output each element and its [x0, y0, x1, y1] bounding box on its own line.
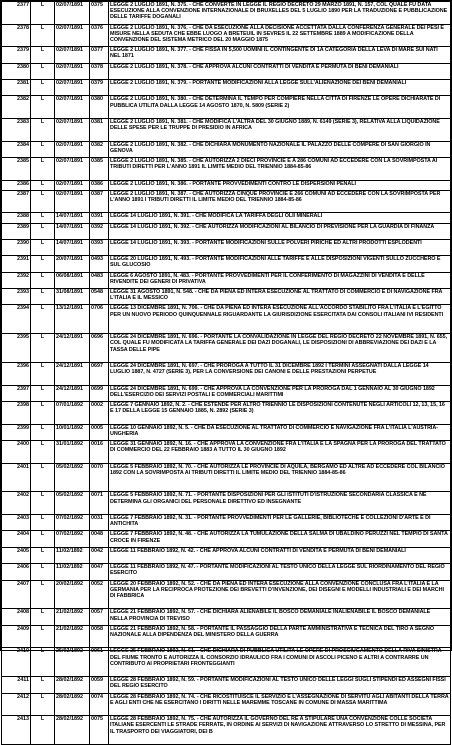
record-page: 0378 [90, 63, 109, 79]
record-type: L [31, 492, 55, 515]
description-text: LEGGE 14 LUGLIO 1891, N. 391. - CHE MODIFICA LA TARIFFA DEGLI OLII MINERALI [110, 213, 323, 220]
record-description [109, 385, 451, 401]
record-description [109, 402, 451, 425]
record-type: L [31, 363, 55, 386]
record-page: 0042 [90, 547, 109, 563]
description-text: LEGGE 24 DICEMBRE 1891, N. 697. - CHE PROROGA A TUTTO IL 31 DICEMBRE 1892 I TERMINI ASSEGNATI DALLA LEGGE 14 LUGLIO 1887, N. 4727 (SERIE 3), PER LA CONVERSIONE DEI CANONI E DELLE PRESTAZIONI PERPETUE [110, 363, 429, 376]
record-description [109, 441, 451, 464]
record-description [109, 716, 451, 745]
record-description [109, 334, 451, 363]
record-description [109, 272, 451, 288]
record-type: L [31, 118, 55, 141]
record-page: 0048 [90, 531, 109, 547]
table-row [2, 223, 451, 239]
record-page: 0391 [90, 213, 109, 223]
record-type: L [31, 716, 55, 745]
record-type: L [31, 463, 55, 492]
record-type: L [31, 677, 55, 693]
record-page: 0697 [90, 363, 109, 386]
table-row [2, 625, 451, 648]
record-page: 0706 [90, 305, 109, 334]
record-description [109, 424, 451, 440]
record-type: L [31, 47, 55, 63]
record-number: 2401 [2, 463, 31, 492]
record-type: L [31, 96, 55, 119]
record-type: L [31, 385, 55, 401]
record-date: 21/02/1892 [55, 625, 90, 648]
table-row [2, 213, 451, 223]
record-page: 0382 [90, 141, 109, 157]
record-description [109, 2, 451, 25]
record-page: 0376 [90, 24, 109, 47]
record-description [109, 141, 451, 157]
record-type: L [31, 190, 55, 213]
record-date: 02/07/1891 [55, 118, 90, 141]
table-row [2, 580, 451, 609]
record-description [109, 648, 451, 677]
record-description [109, 531, 451, 547]
record-date: 31/01/1892 [55, 441, 90, 464]
record-number: 2388 [2, 213, 31, 223]
record-number: 2394 [2, 305, 31, 334]
record-date: 28/02/1892 [55, 677, 90, 693]
record-date: 02/07/1891 [55, 96, 90, 119]
record-date: 07/02/1892 [55, 515, 90, 531]
record-number: 2377 [2, 2, 31, 25]
record-page: 0057 [90, 609, 109, 625]
record-date: 13/12/1891 [55, 305, 90, 334]
record-type: L [31, 272, 55, 288]
table-row [2, 547, 451, 563]
description-text: LEGGE 24 DICEMBRE 1891, N. 699. - CHE APPROVA LA CONVENZIONE PER LA PROROGA DAL 1 GENNAIO AL 30 GIUGNO 1892 DELL'ESERCIZIO DEI SERVIZI POSTALI E COMMERCIALI MARITTIMI [110, 385, 435, 398]
record-description [109, 239, 451, 255]
record-type: L [31, 334, 55, 363]
record-type: L [31, 531, 55, 547]
record-page: 0377 [90, 47, 109, 63]
description-text: LEGGE 2 LUGLIO 1891, N. 381. - CHE MODIFICA L'ALTRA DEL 30 GIUGNO 1889, N. 6149 (SERIE 3), RELATIVA ALLA LIQUIDAZIONE DELLE SPESE PER LE TRUPPE DI PRESIDIO IN AFRICA [110, 118, 440, 132]
table-row [2, 677, 451, 693]
record-page: 0047 [90, 564, 109, 580]
record-date: 14/07/1891 [55, 213, 90, 223]
record-type: L [31, 693, 55, 716]
record-description [109, 564, 451, 580]
table-row [2, 363, 451, 386]
table-row [2, 716, 451, 745]
record-page: 0031 [90, 515, 109, 531]
description-text: LEGGE 2 LUGLIO 1891, N. 380. - CHE DETERMINA IL TEMPO PER COMPIERE NELLA CITTA DI FIRENZE LE OPERE DICHIARATE DI PUBBLICA UTILITA DALLA LEGGE 14 AGOSTO 1870, N. 5809 (SERIE 2) [110, 96, 441, 109]
table-row [2, 424, 451, 440]
record-description [109, 190, 451, 213]
record-number: 2402 [2, 492, 31, 515]
table-row [2, 402, 451, 425]
record-description [109, 79, 451, 95]
table-row [2, 63, 451, 79]
description-text: LEGGE 28 FEBBRAIO 1892, N. 74. - CHE RICOSTITUISCE IL SERVIZIO E L'ASSEGNAZIONE DI SERVITU AGLI ABITANTI DELLA TERRA E AGLI ENTI CHE NE ESERCITANO I DIRITTI NELLE MAREMME TOSCANE IN COMUNE DI MASSA MARITTIMA [110, 693, 449, 706]
record-type: L [31, 63, 55, 79]
record-date: 02/07/1891 [55, 2, 90, 25]
record-date: 24/12/1891 [55, 385, 90, 401]
record-type: L [31, 441, 55, 464]
record-date: 07/01/1892 [55, 402, 90, 425]
record-page: 0386 [90, 180, 109, 190]
record-date: 02/07/1891 [55, 63, 90, 79]
record-date: 24/12/1891 [55, 363, 90, 386]
description-text: LEGGE 7 GENNAIO 1892, N. 2. - CHE ESTENDE PER ALTRO TRIENNIO LE DISPOSIZIONI CONTENUTE NEGLI ARTICOLI 12, 13, 15, 16 E 17 DELLA LEGGE 15 GENNAIO 1885, N. 2892 (SERIE 3) [110, 402, 445, 415]
record-description [109, 463, 451, 492]
table-row [2, 2, 451, 25]
record-number: 2386 [2, 180, 31, 190]
description-text: LEGGE 2 LUGLIO 1891, N. 386. - PORTANTE PROVVEDIMENTI CONTRO LE DISPERSIONI PENALI [110, 180, 356, 187]
record-page: 0005 [90, 424, 109, 440]
table-row [2, 256, 451, 272]
record-date: 28/02/1892 [55, 716, 90, 745]
record-description [109, 515, 451, 531]
record-description [109, 625, 451, 648]
record-date: 06/08/1891 [55, 272, 90, 288]
record-type: L [31, 289, 55, 305]
record-page: 0380 [90, 96, 109, 119]
description-text: LEGGE 24 DICEMBRE 1891, N. 696. - PORTANTE LA CONVALIDAZIONE IN LEGGE DEL REGIO DECRETO 22 NOVEMBRE 1891, N. 655, COL QUALE FU MODIFICATA LA TARIFFA GENERALE DEI DAZI DOGANALI, LE DISPOSIZIONI DI ABBREVIAZIONE DEI DAZI E LA TASSA DELLE PIPE [110, 334, 448, 353]
record-page: 0493 [90, 256, 109, 272]
record-type: L [31, 239, 55, 255]
record-number: 2406 [2, 564, 31, 580]
record-number: 2408 [2, 609, 31, 625]
description-text: LEGGE 2 LUGLIO 1891, N. 376. - CHE DA ESECUZIONE ALLA DECISIONE ACCETTATA DALLA CONFERENZA GENERALE DEI PESI E MISURE NELLA SEDUTA CHE EBBE LUOGO A BRETEUIL IN SEVRES IL 22 SETTEMBRE 1889 A MODIFICAZIONE DELLA CONVENZIONE DEL SISTEMA METRICO DEL 20 MAGGIO 1875 [110, 24, 444, 43]
description-text: LEGGE 28 FEBBRAIO 1892, N. 59. - PORTANTE MODIFICAZIONI AL TESTO UNICO DELLE LEGGI SUGLI STIPENDI ED ASSEGNI FISSI DEL REGIO ESERCITO [110, 677, 446, 690]
record-type: L [31, 648, 55, 677]
record-type: L [31, 547, 55, 563]
description-text: LEGGE 20 FEBBRAIO 1892, N. 52. - CHE DA PIENA ED INTERA ESECUZIONE ALLA CONVENZIONE CONCLUSA FRA L'ITALIA E LA GERMANIA PER LA RECIPROCA PROTEZIONE DEI BREVETTI D'INVENZIONE, DEI DISEGNI E MODELLI INDUSTRIALI E DEI MARCHI DI FABBRICA [110, 580, 444, 599]
record-date: 05/02/1892 [55, 492, 90, 515]
record-date: 02/07/1891 [55, 180, 90, 190]
record-page: 0393 [90, 239, 109, 255]
record-description [109, 256, 451, 272]
record-date: 07/02/1892 [55, 531, 90, 547]
record-number: 2405 [2, 547, 31, 563]
record-number: 2383 [2, 118, 31, 141]
record-description [109, 157, 451, 180]
description-text: LEGGE 25 FEBBRAIO 1892, N. 61. - CHE DICHIARA DI PUBBLICA UTILITA LE OPERE DI PROSCIUGAMENTO DELLA RIVA SINISTRA DEL FIUME TRONTO E AUTORIZZA IL CONSORZIO IDRAULICO FRA I COMUNI DI ASCOLI PICENO E ALTRI A CONTRARRE UN CONTRIBUTO AI PROPRIETARI FRONTEGGIANTI [110, 648, 442, 667]
record-date: 25/02/1892 [55, 648, 90, 677]
record-number: 2384 [2, 141, 31, 157]
record-number: 2411 [2, 677, 31, 693]
record-type: L [31, 213, 55, 223]
table-row [2, 289, 451, 305]
record-type: L [31, 580, 55, 609]
record-date: 24/12/1891 [55, 334, 90, 363]
record-page: 0381 [90, 118, 109, 141]
record-type: L [31, 256, 55, 272]
table-row [2, 515, 451, 531]
record-description [109, 580, 451, 609]
record-page: 0074 [90, 693, 109, 716]
record-page: 0058 [90, 625, 109, 648]
record-number: 2407 [2, 580, 31, 609]
record-date: 14/07/1891 [55, 239, 90, 255]
record-description [109, 677, 451, 693]
table-row [2, 492, 451, 515]
record-page: 0548 [90, 289, 109, 305]
record-date: 10/01/1892 [55, 424, 90, 440]
table-row [2, 157, 451, 180]
table-row [2, 239, 451, 255]
record-page: 0483 [90, 272, 109, 288]
record-type: L [31, 402, 55, 425]
table-row [2, 24, 451, 47]
record-description [109, 118, 451, 141]
record-number: 2397 [2, 385, 31, 401]
record-description [109, 492, 451, 515]
table-row [2, 141, 451, 157]
record-type: L [31, 157, 55, 180]
record-description [109, 223, 451, 239]
table-row [2, 180, 451, 190]
record-type: L [31, 625, 55, 648]
table-row [2, 531, 451, 547]
record-date: 21/02/1892 [55, 609, 90, 625]
description-text: LEGGE 2 LUGLIO 1891, N. 378. - CHE APPROVA ALCUNI CONTRATTI DI VENDITA E PERMUTA DI BENI DEMANIALI [110, 63, 399, 70]
record-number: 2403 [2, 515, 31, 531]
record-type: L [31, 424, 55, 440]
record-description [109, 213, 451, 223]
table-row [2, 609, 451, 625]
record-number: 2379 [2, 47, 31, 63]
record-date: 02/07/1891 [55, 157, 90, 180]
record-page: 0375 [90, 2, 109, 25]
description-text: LEGGE 21 FEBBRAIO 1892, N. 58. - PORTANTE IL PASSAGGIO DELLA PARTE AMMINISTRATIVA E TECNICA DEL TIRO A SEGNO NAZIONALE ALLA DIPENDENZA DEL MINISTERO DELLA GUERRA [110, 625, 434, 638]
record-description [109, 96, 451, 119]
table-row [2, 190, 451, 213]
record-type: L [31, 223, 55, 239]
record-type: L [31, 180, 55, 190]
description-text: LEGGE 31 GENNAIO 1892, N. 16. - CHE APPROVA LA CONVENZIONE FRA L'ITALIA E LA SPAGNA PER LA PROROGA DEL TRATTATO DI COMMERCIO DEL 22 FEBBRAIO 1883 A TUTTO IL 30 GIUGNO 1892 [110, 441, 446, 454]
record-number: 2378 [2, 24, 31, 47]
record-date: 31/08/1891 [55, 289, 90, 305]
description-text: LEGGE 13 DICEMBRE 1891, N. 706. - CHE DA PIENA ED INTERA ESECUZIONE ALL'ACCORDO STABILITO FRA L'ITALIA E L'EGITTO PER UN NUOVO PERIODO QUINQUENNALE RIGUARDANTE LA GIURISDIZIONE ESERCITATA DAI CONSOLI ITALIANI IVI RESIDENTI [110, 305, 444, 318]
description-text: LEGGE 7 FEBBRAIO 1892, N. 31. - PORTANTE PROVVEDIMENTI PER LE GALLERIE, BIBLIOTECHE E COLLEZIONI D'ARTE E DI ANTICHITA [110, 515, 431, 528]
record-description [109, 180, 451, 190]
record-date: 02/07/1891 [55, 79, 90, 95]
table-row [2, 648, 451, 677]
record-page: 0071 [90, 492, 109, 515]
record-type: L [31, 609, 55, 625]
record-number: 2413 [2, 716, 31, 745]
description-text: LEGGE 10 GENNAIO 1892, N. 5. - CHE DA ESECUZIONE AL TRATTATO DI COMMERCIO E NAVIGAZIONE FRA L'ITALIA L'AUSTRIA-UNGHERIA [110, 424, 438, 437]
record-number: 2382 [2, 96, 31, 119]
record-number: 2393 [2, 289, 31, 305]
description-text: LEGGE 11 FEBBRAIO 1892, N. 42. - CHE APPROVA ALCUNI CONTRATTI DI VENDITA E PERMUTA DI BENI DEMANIALI [110, 547, 406, 554]
table-row [2, 441, 451, 464]
table-row [2, 385, 451, 401]
record-number: 2399 [2, 424, 31, 440]
record-number: 2409 [2, 625, 31, 648]
description-text: LEGGE 31 AGOSTO 1891, N. 548. - CHE DA PIENA ED INTERA ESECUZIONE AL TRATTATO DI COMMERCIO E DI NAVIGAZIONE FRA L'ITALIA E IL MESSICO [110, 289, 443, 302]
record-description [109, 609, 451, 625]
record-date: 11/02/1892 [55, 547, 90, 563]
table-row [2, 79, 451, 95]
record-page: 0387 [90, 190, 109, 213]
record-number: 2396 [2, 363, 31, 386]
record-page: 0052 [90, 580, 109, 609]
record-number: 2389 [2, 223, 31, 239]
record-page: 0016 [90, 441, 109, 464]
record-number: 2380 [2, 63, 31, 79]
description-text: LEGGE 21 FEBBRAIO 1892, N. 57. - CHE DICHIARA ALIENABILE IL BOSCO DEMANIALE INALIENABILE IL BOSCO DEMANIALE NELLA PROVINCIA DI TREVISO [110, 609, 431, 622]
record-number: 2387 [2, 190, 31, 213]
description-text: LEGGE 7 FEBBRAIO 1892, N. 48. - CHE AUTORIZZA LA TUMULAZIONE DELLA SALMA DI UBALDINO PERUZZI NEL TEMPIO DI SANTA CROCE IN FIRENZE [110, 531, 448, 544]
table-row [2, 96, 451, 119]
record-description [109, 363, 451, 386]
table-row [2, 463, 451, 492]
record-page: 0070 [90, 463, 109, 492]
record-description [109, 47, 451, 63]
description-text: LEGGE 2 LUGLIO 1891, N. 377. - CHE FISSA IN 5,500 UOMINI IL CONTINGENTE DI 1A CATEGORIA DELLA LEVA DI MARE SUI NATI NEL 1871 [110, 47, 438, 60]
record-type: L [31, 141, 55, 157]
record-number: 2404 [2, 531, 31, 547]
record-type: L [31, 24, 55, 47]
record-date: 11/02/1892 [55, 564, 90, 580]
record-date: 02/07/1891 [55, 141, 90, 157]
record-number: 2381 [2, 79, 31, 95]
record-type: L [31, 79, 55, 95]
description-text: LEGGE 11 FEBBRAIO 1892, N. 47. - PORTANTE MODIFICAZIONI AL TESTO UNICO DELLA LEGGE SUL RIORDINAMENTO DEL REGIO ESERCITO [110, 564, 445, 577]
record-page: 0002 [90, 402, 109, 425]
laws-register-body [2, 2, 451, 745]
description-text: LEGGE 2 LUGLIO 1891, N. 385. - CHE AUTORIZZA 2 DIECI PROVINCIE E A 286 COMUNI AD ECCEDERE CON LA SOVRIMPOSTA AI TRIBUTI DIRETTI PER L'ANNO 1891 IL LIMITE MEDIO DEL TRIENNIO 1884-85-86 [110, 157, 438, 171]
record-description [109, 693, 451, 716]
record-number: 2390 [2, 239, 31, 255]
record-type: L [31, 564, 55, 580]
record-page: 0392 [90, 223, 109, 239]
record-page: 0696 [90, 334, 109, 363]
description-text: LEGGE 14 LUGLIO 1891, N. 393. - PORTANTE MODIFICAZIONI SULLE POLVERI PIRICHE ED ALTRI PRODOTTI ESPLODENTI [110, 239, 422, 246]
record-description [109, 547, 451, 563]
table-row [2, 118, 451, 141]
record-description [109, 289, 451, 305]
record-date: 02/07/1891 [55, 47, 90, 63]
record-number: 2410 [2, 648, 31, 677]
table-row [2, 334, 451, 363]
record-number: 2392 [2, 272, 31, 288]
description-text: LEGGE 20 LUGLIO 1891, N. 493. - PORTANTE MODIFICAZIONI ALLE TARIFFE E ALLE DISPOSIZIONI VIGENTI SULLO ZUCCHERO E SUL GLUCOSIO [110, 256, 441, 269]
description-text: LEGGE 2 LUGLIO 1891, N. 375. - CHE CONVERTE IN LEGGE IL REGIO DECRETO 29 MARZO 1891, N. 157, COL QUALE FU DATA ESECUZIONE ALLA CONVENZIONE INTERNAZIONALE DI BRUXELLES DEL 5 LUGLIO 1890 PER LA TRADUZIONE E PUBBLICAZIONE DELLE TARIFFE DOGANALI [110, 2, 448, 21]
record-type: L [31, 305, 55, 334]
description-text: LEGGE 14 LUGLIO 1891, N. 392. - CHE AUTORIZZA MODIFICAZIONI AL BILANCIO DI PREVISIONE PER LA GUARDIA DI FINANZA [110, 223, 435, 230]
record-date: 05/02/1892 [55, 463, 90, 492]
record-description [109, 63, 451, 79]
description-text: LEGGE 5 FEBBRAIO 1892, N. 70. - CHE AUTORIZZA LE PROVINCIE DI AQUILA, BERGAMO ED ALTRE AD ECCEDERE COL BILANCIO 1892 CON LA SOVRIMPOSTA AI TRIBUTI DIRETTI IL LIMITE MEDIO DEL TRIENNIO 1884-85-86 [110, 463, 445, 476]
record-type: L [31, 2, 55, 25]
record-number: 2400 [2, 441, 31, 464]
table-row [2, 564, 451, 580]
record-description [109, 24, 451, 47]
record-page: 0385 [90, 157, 109, 180]
record-number: 2395 [2, 334, 31, 363]
record-date: 02/07/1891 [55, 190, 90, 213]
record-number: 2398 [2, 402, 31, 425]
record-page: 0699 [90, 385, 109, 401]
record-page: 0059 [90, 677, 109, 693]
description-text: LEGGE 6 AGOSTO 1891, N. 483. - PORTANTE PROVVEDIMENTI PER IL CONFERIMENTO DI MAGAZZINI DI VENDITA E DELLE RIVENDITE DEI GENERI DI PRIVATIVA [110, 272, 425, 285]
record-page: 0379 [90, 79, 109, 95]
description-text: LEGGE 2 LUGLIO 1891, N. 387. - CHE AUTORIZZA CINQUE PROVINCIE E 266 COMUNI AD ECCEDERE CON LA SOVRIMPOSTA PER L'ANNO 1891 I TRIBUTI DIRETTI IL LIMITE MEDIO DEL TRIENNIO 1884-85-86 [110, 190, 441, 203]
record-date: 14/07/1891 [55, 223, 90, 239]
record-number: 2412 [2, 693, 31, 716]
table-row [2, 305, 451, 334]
table-row [2, 693, 451, 716]
record-date: 20/02/1892 [55, 580, 90, 609]
table-row [2, 272, 451, 288]
record-number: 2385 [2, 157, 31, 180]
record-description [109, 305, 451, 334]
record-date: 28/02/1892 [55, 693, 90, 716]
laws-register-table [1, 1, 451, 745]
record-date: 02/07/1891 [55, 24, 90, 47]
record-page: 0075 [90, 716, 109, 745]
description-text: LEGGE 2 LUGLIO 1891, N. 379. - PORTANTE MODIFICAZIONI ALLA LEGGE SULL'ALIENAZIONE DEI BENI DEMANIALI [110, 79, 407, 86]
record-number: 2391 [2, 256, 31, 272]
table-row [2, 47, 451, 63]
record-type: L [31, 515, 55, 531]
description-text: LEGGE 2 LUGLIO 1891, N. 382. - CHE DICHIARA MONUMENTO NAZIONALE IL PALAZZO DELLE COMPERE DI SAN GIORGIO IN GENOVA [110, 141, 431, 154]
record-date: 20/07/1891 [55, 256, 90, 272]
record-page: 0061 [90, 648, 109, 677]
description-text: LEGGE 28 FEBBRAIO 1892, N. 75. - CHE AUTORIZZA IL GOVERNO DEL RE A STIPULARE UNA CONVENZIONE COLLE SOCIETA ITALIANE ESERCENTI LE STRADE FERRATE, IN ORDINE AI SERVIZI DI NAVIGAZIONE ATTRAVERSO LO STRETTO DI MESSINA, PER IL TRASPORTO DEI VIAGGIATORI, DEI B [110, 716, 446, 735]
description-text: LEGGE 5 FEBBRAIO 1892, N. 71. - PORTANTE DISPOSIZIONI PER GLI ISTITUTI D'ISTRUZIONE SECONDARIA CLASSICA E NE DETERMINA GLI ORGANICI DEL PERSONALE DIRETTIVO ED INSEGNANTE [110, 492, 427, 505]
